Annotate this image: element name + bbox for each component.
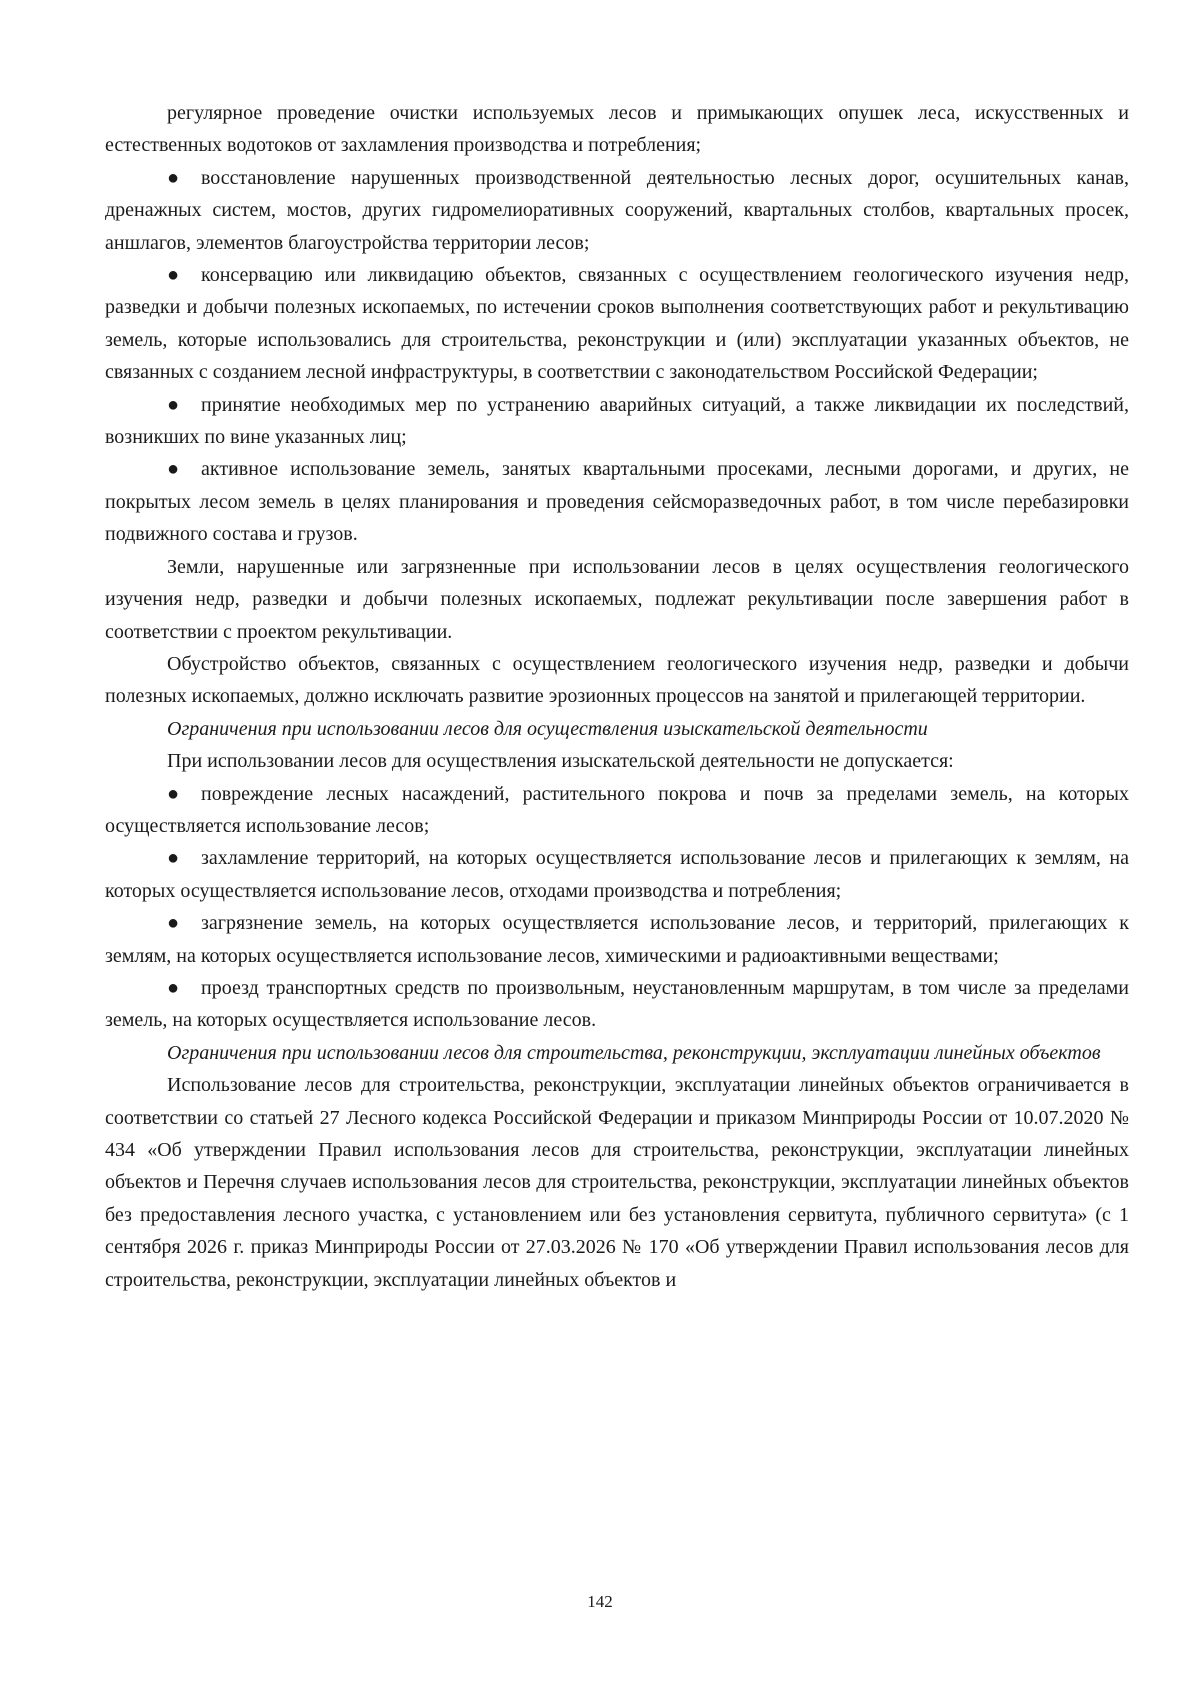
paragraph: Земли, нарушенные или загрязненные при использовании лесов в целях осуществления геологического изучения недр, разведки и добычи полезных ископаемых, подлежат рекультивации после завершения работ в соответствии с проектом рекультивации.: [105, 555, 1129, 643]
bullet-item: [105, 259, 1129, 389]
paragraph: Обустройство объектов, связанных с осуществлением геологического изучения недр, разведки и добычи полезных ископаемых, должно исключать развитие эрозионных процессов на занятой и прилегающей территории.: [105, 652, 1129, 708]
bullet-text: принятие необходимых мер по устранению аварийных ситуаций, а также ликвидации их последствий, возникших по вине указанных лиц;: [105, 393, 1129, 449]
paragraph: Использование лесов для строительства, реконструкции, эксплуатации линейных объектов ограничивается в соответствии со статьей 27 Лесного кодекса Российской Федерации и приказом Минприроды России от 10.07.2020 № 434 «Об утверждении Правил использования лесов для строительства, реконструкции, эксплуатации линейных объектов и Перечня случаев использования лесов для строительства, реконструкции, эксплуатации линейных объектов без предоставления лесного участка, с установлением или без установления сервитута, публичного сервитута» (с 1 сентября 2026 г. приказ Минприроды России от 27.03.2026 № 170 «Об утверждении Правил использования лесов для строительства, реконструкции, эксплуатации линейных объектов и: [105, 1074, 1129, 1291]
bullet-text: захламление территорий, на которых осуществляется использование лесов и прилегающих к землям, на которых осуществляется использование лесов, отходами производства и потребления;: [105, 847, 1129, 902]
bullet-text: консервацию или ликвидацию объектов, связанных с осуществлением геологического изучения недр, разведки и добычи полезных ископаемых, по истечении сроков выполнения соответствующих работ и рекультивацию земель, которые использовались для строительства, реконструкции и (или) эксплуатации указанных объектов, не связанных с созданием лесной инфраструктуры, в соответствии с законодательством Российской Федерации;: [105, 264, 1129, 384]
section-heading: Ограничения при использовании лесов для строительства, реконструкции, эксплуатации линейных объектов: [167, 1041, 1101, 1064]
bullet-item: [105, 389, 1129, 454]
bullet-icon: ●: [167, 393, 180, 416]
bullet-icon: ●: [167, 976, 180, 999]
paragraph: При использовании лесов для осуществления изыскательской деятельности не допускается:: [167, 750, 954, 773]
bullet-item: [105, 162, 1129, 259]
bullet-text: восстановление нарушенных производственной деятельностью лесных дорог, осушительных канав, дренажных систем, мостов, других гидромелиоративных сооружений, квартальных столбов, квартальных просек, аншлагов, элементов благоустройства территории лесов;: [105, 166, 1129, 254]
bullet-text: проезд транспортных средств по произвольным, неустановленным маршрутам, в том числе за пределами земель, на которых осуществляется использование лесов.: [105, 976, 1129, 1032]
bullet-item: [105, 972, 1129, 1037]
bullet-text: повреждение лесных насаждений, растительного покрова и почв за пределами земель, на которых осуществляется использование лесов;: [105, 782, 1129, 837]
bullet-icon: ●: [167, 458, 180, 481]
paragraph: регулярное проведение очистки используемых лесов и примыкающих опушек леса, искусственных и естественных водотоков от захламления производства и потребления;: [105, 102, 1129, 157]
bullet-item: [105, 907, 1129, 972]
bullet-icon: ●: [167, 264, 180, 287]
bullet-icon: ●: [167, 912, 180, 935]
bullet-item: [105, 778, 1129, 843]
bullet-icon: ●: [167, 166, 180, 189]
bullet-item: [105, 453, 1129, 550]
bullet-text: загрязнение земель, на которых осуществляется использование лесов, и территорий, прилегающих к землям, на которых осуществляется использование лесов, химическими и радиоактивными веществами;: [105, 912, 1129, 967]
bullet-icon: ●: [167, 847, 180, 870]
page-number: 142: [587, 1592, 613, 1611]
bullet-icon: ●: [167, 782, 180, 805]
section-heading: Ограничения при использовании лесов для осуществления изыскательской деятельности: [167, 717, 928, 740]
document-body: [105, 97, 1129, 1296]
bullet-text: активное использование земель, занятых квартальными просеками, лесными дорогами, и других, не покрытых лесом земель в целях планирования и проведения сейсморазведочных работ, в том числе перебазировки подвижного состава и грузов.: [105, 458, 1129, 546]
bullet-item: [105, 842, 1129, 907]
